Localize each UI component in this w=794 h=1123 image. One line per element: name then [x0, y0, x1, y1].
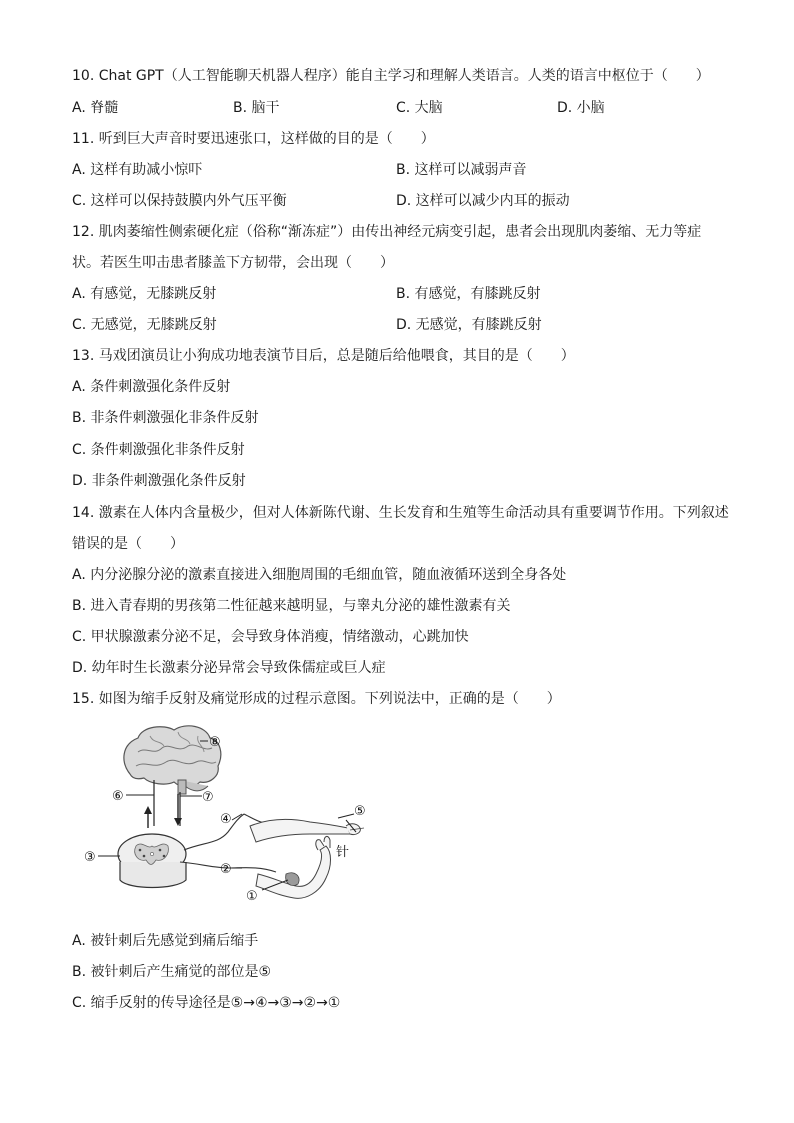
q12-stem-line1: 12. 肌肉萎缩性侧索硬化症（俗称“渐冻症”）由传出神经元病变引起，患者会出现肌肉萎缩、无力等症	[72, 224, 702, 240]
q13-stem: 13. 马戏团演员让小狗成功地表演节目后，总是随后给他喂食，其目的是（ ）	[72, 348, 575, 364]
q15-stem: 15. 如图为缩手反射及痛觉形成的过程示意图。下列说法中，正确的是（ ）	[72, 691, 561, 707]
q10-option-c[interactable]: C. 大脑	[396, 100, 443, 116]
q14-option-b[interactable]: B. 进入青春期的男孩第二性征越来越明显，与睾丸分泌的雄性激素有关	[72, 598, 511, 614]
lower-arm-illustration	[256, 836, 331, 898]
label-8: ⑧	[209, 735, 221, 750]
q11-option-c[interactable]: C. 这样可以保持鼓膜内外气压平衡	[72, 193, 287, 209]
q11-option-d[interactable]: D. 这样可以减少内耳的振动	[396, 193, 570, 209]
q12-option-a[interactable]: A. 有感觉，无膝跳反射	[72, 286, 217, 302]
q14-option-d[interactable]: D. 幼年时生长激素分泌异常会导致侏儒症或巨人症	[72, 660, 386, 676]
label-2: ②	[220, 862, 232, 877]
q13-option-a[interactable]: A. 条件刺激强化条件反射	[72, 379, 231, 395]
q13-option-b[interactable]: B. 非条件刺激强化非条件反射	[72, 410, 259, 426]
q13-option-d[interactable]: D. 非条件刺激强化条件反射	[72, 473, 246, 489]
label-5: ⑤	[354, 804, 366, 819]
brain-illustration	[124, 726, 221, 794]
label-7: ⑦	[202, 790, 214, 805]
q15-option-c[interactable]: C. 缩手反射的传导途径是⑤→④→③→②→①	[72, 995, 341, 1011]
label-1: ①	[246, 889, 258, 904]
q11-option-b[interactable]: B. 这样可以减弱声音	[396, 162, 527, 178]
q14-option-c[interactable]: C. 甲状腺激素分泌不足，会导致身体消瘦，情绪激动，心跳加快	[72, 629, 469, 645]
q11-stem: 11. 听到巨大声音时要迅速张口，这样做的目的是（ ）	[72, 131, 435, 147]
q12-option-c[interactable]: C. 无感觉，无膝跳反射	[72, 317, 217, 333]
q13-option-c[interactable]: C. 条件刺激强化非条件反射	[72, 442, 245, 458]
q12-stem-line2: 状。若医生叩击患者膝盖下方韧带，会出现（ ）	[72, 255, 394, 271]
reflex-arc-figure	[80, 722, 390, 912]
q10-stem: 10. Chat GPT（人工智能聊天机器人程序）能自主学习和理解人类语言。人类的语言中枢位于（ ）	[72, 68, 710, 84]
q10-option-d[interactable]: D. 小脑	[557, 100, 605, 116]
spinal-cord-section	[118, 834, 186, 888]
upper-arm-illustration	[250, 819, 364, 842]
q12-option-d[interactable]: D. 无感觉，有膝跳反射	[396, 317, 542, 333]
q15-option-b[interactable]: B. 被针刺后产生痛觉的部位是⑤	[72, 964, 272, 980]
q11-option-a[interactable]: A. 这样有助减小惊吓	[72, 162, 203, 178]
label-4: ④	[220, 812, 232, 827]
q14-option-a[interactable]: A. 内分泌腺分泌的激素直接进入细胞周围的毛细血管，随血液循环送到全身各处	[72, 567, 567, 583]
q10-option-b[interactable]: B. 脑干	[233, 100, 280, 116]
q14-stem-line1: 14. 激素在人体内含量极少，但对人体新陈代谢、生长发育和生殖等生命活动具有重要调节作用。下列叙述	[72, 505, 729, 521]
needle-label: 针	[336, 845, 350, 860]
q15-option-a[interactable]: A. 被针刺后先感觉到痛后缩手	[72, 933, 259, 949]
q14-stem-line2: 错误的是（ ）	[72, 536, 184, 552]
q10-option-a[interactable]: A. 脊髓	[72, 100, 119, 116]
label-6: ⑥	[112, 789, 124, 804]
label-3: ③	[84, 850, 96, 865]
q12-option-b[interactable]: B. 有感觉，有膝跳反射	[396, 286, 541, 302]
